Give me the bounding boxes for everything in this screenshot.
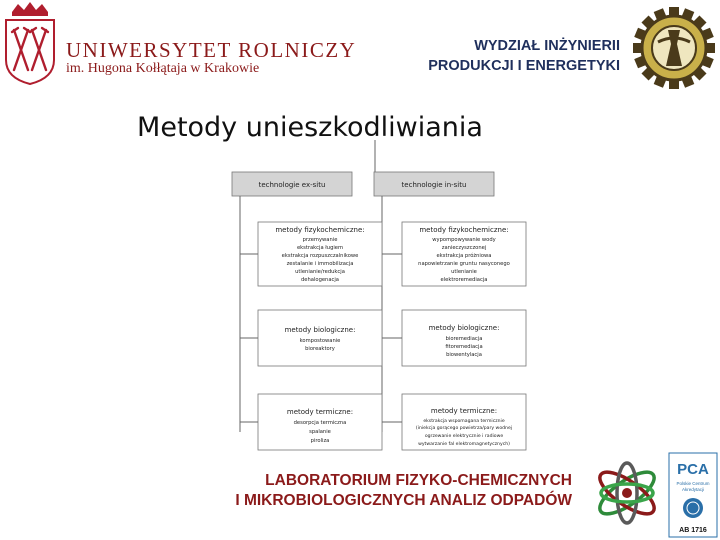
box-item: desorpcja termiczna (293, 420, 347, 426)
box-item: utlenianie (451, 269, 477, 275)
box-item: bioremediacja (445, 336, 483, 342)
box-item: fitoremediacja (445, 344, 483, 350)
box-item: wypompowywanie wody (432, 237, 496, 243)
box-item: ogrzewanie elektrycznie i radiowe (424, 434, 504, 439)
pca-code: AB 1716 (679, 527, 707, 534)
methods-diagram (220, 140, 530, 465)
laboratory-swirl-logo (588, 452, 666, 534)
box-item: piroliza (310, 438, 330, 444)
box-item: elektroremediacja (440, 277, 488, 283)
university-crest-logo (2, 2, 58, 86)
box-item: wytwarzanie fal elektromagnetycznych) (418, 442, 510, 447)
university-subtitle: im. Hugona Kołłątaja w Krakowie (66, 61, 260, 76)
page-title: Metody unieszkodliwiania (137, 112, 483, 143)
faculty-gear-logo (632, 6, 716, 90)
faculty-name-line2: PRODUKCJI I ENERGETYKI (428, 58, 620, 74)
university-name: UNIWERSYTET ROLNICZY (66, 38, 357, 62)
box-item: spalanie (309, 429, 331, 435)
header-in-situ: technologie in-situ (401, 181, 467, 189)
pca-label: PCA (677, 461, 709, 478)
box-item: biowentylacja (446, 352, 482, 358)
box-title: metody biologiczne: (428, 324, 500, 332)
faculty-name-line1: WYDZIAŁ INŻYNIERII (474, 38, 620, 54)
box-item: przemywanie (302, 237, 338, 243)
box-item: (iniekcja gorącego powietrza/pary wodnej (415, 426, 513, 431)
box-item: zanieczyszczonej (441, 245, 487, 251)
box-title: metody termiczne: (286, 408, 354, 416)
box-item: ekstrakcja wspomagana termicznie (423, 419, 505, 424)
box-item: bioreaktory (305, 346, 335, 352)
box-title: metody fizykochemiczne: (275, 226, 365, 234)
box-title: metody biologiczne: (284, 326, 356, 334)
pca-accreditation-logo (668, 452, 718, 538)
box-item: ekstrakcja próżniowa (436, 253, 492, 259)
pca-subtitle-line1: Polskie Centrum (676, 481, 710, 486)
box-item: utlenianie/redukcja (295, 269, 345, 275)
box-title: metody fizykochemiczne: (419, 226, 509, 234)
header-ex-situ: technologie ex-situ (258, 181, 326, 189)
box-item: ekstrakcja rozpuszczalnikowe (281, 253, 359, 259)
box-item: napowietrzanie gruntu nasyconego (418, 261, 510, 267)
laboratory-name-line2: I MIKROBIOLOGICZNYCH ANALIZ ODPADÓW (235, 492, 572, 509)
box-item: zestalanie i immobilizacja (286, 261, 354, 267)
box-item: ekstrakcja ługiem (296, 245, 344, 251)
box-item: kompostowanie (299, 338, 341, 344)
box-title: metody termiczne: (430, 407, 498, 415)
box-item: dehalogenacja (301, 277, 339, 283)
pca-subtitle-line2: Akredytacji (681, 487, 705, 492)
laboratory-name-line1: LABORATORIUM FIZYKO-CHEMICZNYCH (265, 472, 572, 489)
